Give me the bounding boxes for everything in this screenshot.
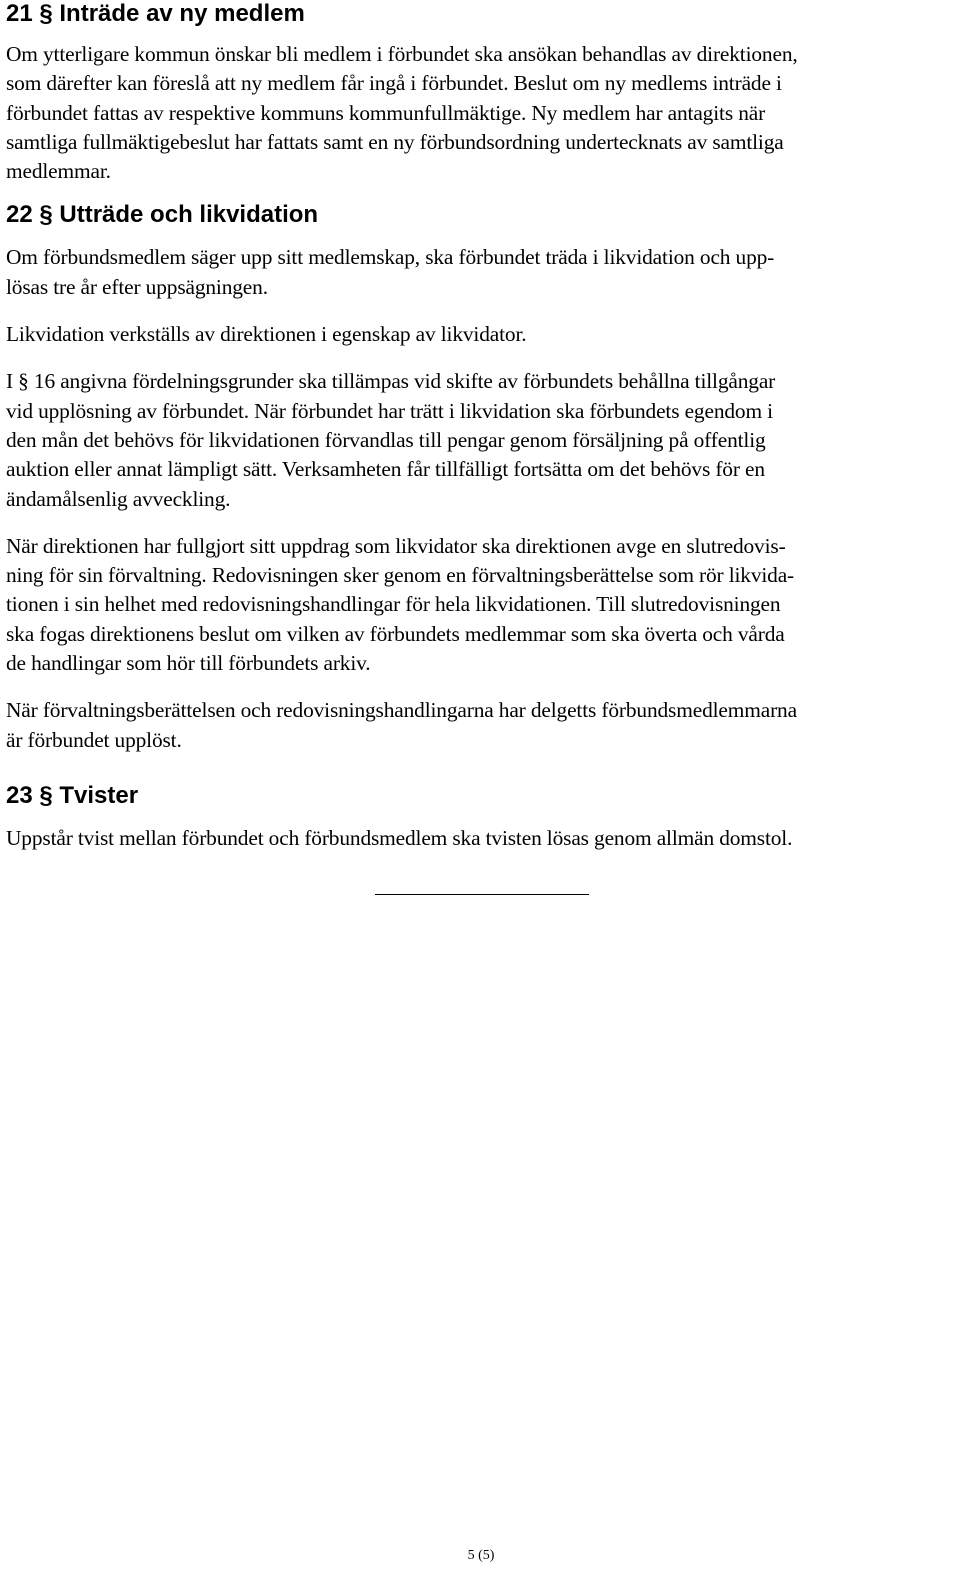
- text-line: samtliga fullmäktigebeslut har fattats samt en ny förbundsordning undertecknats av samtliga: [6, 129, 784, 154]
- section-22-paragraph-2: [6, 320, 956, 349]
- text-line: som därefter kan föreslå att ny medlem får ingå i förbundet. Beslut om ny medlems inträde i: [6, 71, 782, 96]
- text-line: När förvaltningsberättelsen och redovisningshandlingarna har delgetts förbundsmedlemmarna: [6, 698, 797, 723]
- text-line: I § 16 angivna fördelningsgrunder ska tillämpas vid skifte av förbundets behållna tillgångar: [6, 369, 776, 394]
- text-line: Om ytterligare kommun önskar bli medlem i förbundet ska ansökan behandlas av direktionen,: [6, 42, 798, 66]
- text-line: lösas tre år efter uppsägningen.: [6, 274, 268, 299]
- section-22-paragraph-1: [6, 243, 956, 302]
- section-heading-22: 22 § Utträde och likvidation: [6, 201, 319, 229]
- section-21-paragraph: [6, 40, 956, 186]
- text-line: ning för sin förvaltning. Redovisningen sker genom en förvaltningsberättelse som rör likvida-: [6, 563, 795, 588]
- section-heading-21: 21 § Inträde av ny medlem: [6, 0, 305, 27]
- page-number: 5 (5): [467, 1548, 495, 1563]
- text-line: Uppstår tvist mellan förbundet och förbundsmedlem ska tvisten lösas genom allmän domstol.: [6, 825, 793, 850]
- text-line: de handlingar som hör till förbundets arkiv.: [6, 651, 371, 676]
- text-line: ändamålsenlig avveckling.: [6, 486, 231, 511]
- text-line: Likvidation verkställs av direktionen i egenskap av likvidator.: [6, 322, 527, 347]
- section-22-paragraph-3: [6, 367, 956, 513]
- page-footer: [0, 1547, 960, 1565]
- text-line: medlemmar.: [6, 159, 111, 184]
- text-line: Om förbundsmedlem säger upp sitt medlemskap, ska förbundet träda i likvidation och upp-: [6, 245, 775, 270]
- text-line: är förbundet upplöst.: [6, 727, 182, 752]
- text-line: tionen i sin helhet med redovisningshandlingar för hela likvidationen. Till slutredovisningen: [6, 592, 781, 617]
- document-body: [6, 0, 956, 853]
- section-22-paragraph-4: [6, 532, 956, 678]
- text-line: När direktionen har fullgjort sitt uppdrag som likvidator ska direktionen avge en slutredovis-: [6, 533, 786, 558]
- section-22-paragraph-5: [6, 696, 956, 755]
- section-heading-23: 23 § Tvister: [6, 781, 139, 809]
- end-divider-line: [375, 894, 589, 895]
- section-23-paragraph: [6, 824, 956, 853]
- text-line: den mån det behövs för likvidationen förvandlas till pengar genom försäljning på offentlig: [6, 427, 766, 452]
- text-line: förbundet fattas av respektive kommuns kommunfullmäktige. Ny medlem har antagits när: [6, 100, 766, 125]
- text-line: ska fogas direktionens beslut om vilken av förbundets medlemmar som ska överta och vårda: [6, 621, 785, 646]
- text-line: auktion eller annat lämpligt sätt. Verksamheten får tillfälligt fortsätta om det behövs för en: [6, 457, 765, 482]
- text-line: vid upplösning av förbundet. När förbundet har trätt i likvidation ska förbundets egendom i: [6, 398, 773, 423]
